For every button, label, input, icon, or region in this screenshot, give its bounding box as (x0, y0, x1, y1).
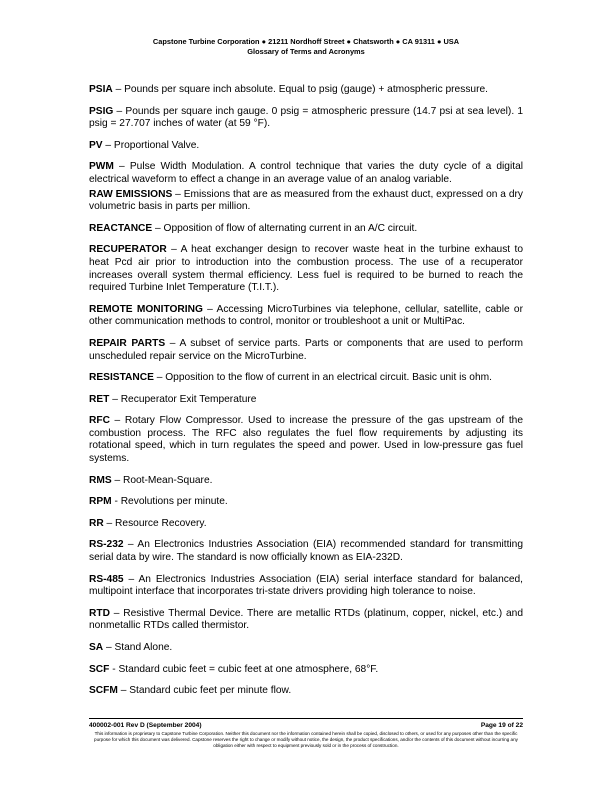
glossary-definition: Accessing MicroTurbines via telephone, cellular, satellite, cable or other communication methods to control, monitor or troubleshoot a unit or MultiPac. (89, 303, 523, 328)
glossary-entry-rms (89, 475, 523, 488)
term-separator: – (113, 105, 126, 117)
glossary-term: SCF (89, 663, 110, 675)
glossary-term: RMS (89, 474, 112, 486)
glossary-definition: An Electronics Industries Association (EIA) recommended standard for transmitting serial data by wire. The standard is now officially known as EIA-232D. (89, 539, 523, 564)
term-separator: – (165, 337, 180, 349)
glossary-definition: Recuperator Exit Temperature (120, 393, 257, 405)
glossary-definition: A subset of service parts. Parts or components that are used to perform unscheduled repair service on the MicroTurbine. (89, 337, 523, 362)
glossary-entry-pwm (89, 161, 523, 186)
glossary-term: RTD (89, 607, 110, 619)
glossary-definition: Standard cubic feet = cubic feet at one atmosphere, 68°F. (118, 663, 379, 675)
footer-divider (89, 718, 523, 719)
glossary-term: RESISTANCE (89, 372, 154, 384)
glossary-definition: Stand Alone. (114, 642, 173, 653)
glossary-entry-psia (89, 84, 523, 97)
glossary-term: RR (89, 517, 104, 529)
glossary-definition: An Electronics Industries Association (EIA) serial interface standard for balanced, multipoint interface that incorporates tri-state drivers providing high tolerance to noise. (89, 573, 523, 598)
glossary-definition: Root-Mean-Square. (122, 474, 213, 486)
glossary-entry-scf (89, 664, 523, 677)
glossary-definition: Revolutions per minute. (120, 496, 228, 508)
document-id: 400002-001 Rev D (September 2004) (89, 722, 202, 729)
glossary-definition: Pounds per square inch absolute. Equal to psig (gauge) + atmospheric pressure. (124, 84, 488, 95)
glossary-entry-remote-monitoring (89, 304, 523, 329)
glossary-definition: Resistive Thermal Device. There are metallic RTDs (platinum, copper, nickel, etc.) and nonmetallic RTDs called thermistor. (89, 607, 523, 632)
glossary-term: REMOTE MONITORING (89, 303, 203, 315)
glossary-definition: A heat exchanger design to recover waste heat in the turbine exhaust to heat Pcd air prior to introduction into the combustion process. The use of a recuperator increases overall system thermal efficiency. Less fuel is required to be burned to reach the required Turbine Inlet Temperature (T.I.T.). (89, 244, 523, 294)
glossary-entry-rs-485 (89, 574, 523, 599)
glossary-term: PWM (89, 161, 114, 173)
glossary-term: RS-485 (89, 573, 124, 585)
glossary-definition: Pounds per square inch gauge. 0 psig = atmospheric pressure (14.7 psi at sea level). 1 psig = 27.707 inches of water (at 59 °F). (89, 105, 524, 130)
glossary-term: RFC (89, 415, 110, 427)
term-separator: – (123, 573, 139, 585)
glossary-body (89, 84, 523, 707)
glossary-term: RS-232 (89, 539, 124, 551)
term-separator: – (109, 415, 125, 427)
glossary-definition: Proportional Valve. (113, 139, 200, 151)
term-separator: – (166, 244, 181, 256)
term-separator: - (109, 663, 119, 675)
glossary-entry-rr (89, 518, 523, 531)
glossary-entry-recuperator (89, 244, 523, 294)
glossary-definition: Standard cubic feet per minute flow. (129, 685, 292, 697)
term-separator: – (109, 607, 124, 619)
glossary-entry-raw-emissions (89, 189, 523, 214)
glossary-definition: Pulse Width Modulation. A control technique that varies the duty cycle of a digital electrical waveform to effect a change in an average value of an analog variable. (89, 161, 523, 185)
glossary-entry-ret (89, 394, 523, 407)
glossary-entry-psig (89, 106, 523, 131)
term-separator: – (117, 685, 130, 697)
term-separator: – (153, 372, 166, 384)
page-footer (89, 721, 523, 730)
glossary-definition: Opposition to the flow of current in an electrical circuit. Basic unit is ohm. (165, 372, 492, 384)
term-separator: – (103, 517, 116, 529)
glossary-term: RECUPERATOR (89, 244, 167, 256)
glossary-entry-reactance (89, 223, 523, 236)
page-header (0, 37, 612, 57)
term-separator: – (103, 642, 115, 653)
glossary-definition: Opposition of flow of alternating current in an A/C circuit. (163, 222, 418, 234)
term-separator: – (123, 539, 138, 551)
glossary-entry-rfc (89, 415, 523, 465)
glossary-term: PSIA (89, 84, 113, 95)
term-separator: – (102, 139, 114, 151)
glossary-term: SCFM (89, 685, 118, 697)
term-separator: – (113, 161, 130, 173)
glossary-term: RAW EMISSIONS (89, 188, 173, 200)
term-separator: – (111, 474, 123, 486)
glossary-term: REPAIR PARTS (89, 337, 166, 349)
glossary-term: RET (89, 393, 110, 405)
glossary-term: RPM (89, 496, 112, 508)
page-number: Page 19 of 22 (480, 722, 523, 729)
term-separator: – (112, 84, 125, 95)
glossary-definition: Emissions that are as measured from the exhaust duct, expressed on a dry volumetric basis in parts per million. (89, 188, 523, 213)
glossary-entry-rtd (89, 608, 523, 633)
proprietary-notice: This information is proprietary to Capstone Turbine Corporation. Neither this document nor the information contained herein shall be copied, disclosed to others, or used for any purposes other than the specific purpose for which this document was delivered. Capstone reserves the right to change or modify without notice, the design, the product specifications, and/or the contents of this document without incurring any obligation either with respect to equipment previously sold or in the process of construction. (94, 731, 518, 749)
glossary-entry-resistance (89, 372, 523, 385)
glossary-entry-repair-parts (89, 338, 523, 363)
glossary-entry-rs-232 (89, 539, 523, 564)
glossary-term: PV (89, 139, 103, 151)
glossary-entry-pv (89, 140, 523, 153)
company-address-line: Capstone Turbine Corporation ● 21211 Nordhoff Street ● Chatsworth ● CA 91311 ● USA (152, 37, 460, 46)
document-title: Glossary of Terms and Acronyms (247, 47, 365, 56)
term-separator: – (202, 303, 217, 315)
term-separator: - (111, 496, 121, 508)
glossary-term: REACTANCE (89, 222, 153, 234)
glossary-definition: Resource Recovery. (115, 517, 207, 529)
term-separator: – (109, 393, 121, 405)
term-separator: – (152, 222, 164, 234)
glossary-definition: Rotary Flow Compressor. Used to increase the pressure of the gas upstream of the combustion process. The RFC also regulates the fuel flow requirements by adjusting its rotational speed, which in turn regulates the speed and power. Used in low-pressure gas fuel systems. (89, 415, 523, 465)
term-separator: – (172, 188, 184, 200)
glossary-term: SA (89, 642, 104, 653)
glossary-entry-rpm (89, 496, 523, 509)
glossary-term: PSIG (89, 105, 114, 117)
glossary-entry-scfm (89, 685, 523, 698)
glossary-entry-sa (89, 642, 523, 655)
